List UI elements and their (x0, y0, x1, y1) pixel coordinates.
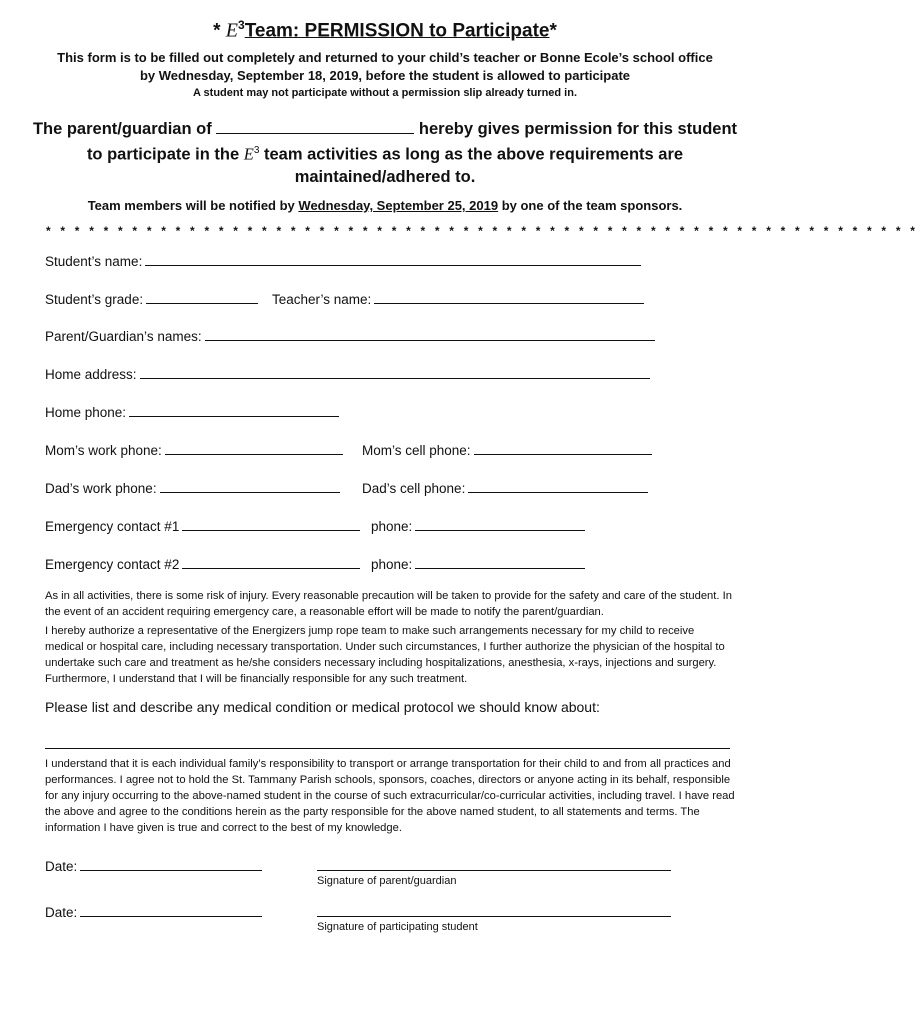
permission-statement (0, 118, 770, 188)
home-phone-row (45, 403, 339, 420)
student-name-field[interactable] (145, 252, 641, 266)
home-address-row (45, 365, 650, 382)
emergency2-phone-row (371, 555, 585, 572)
emergency1-field[interactable] (182, 517, 360, 531)
student-date-field[interactable] (80, 903, 262, 917)
authorize-paragraph: I hereby authorize a representative of the Energizers jump rope team to make such arrangements necessary for my child to receive medical or hospital care, including necessary transportation. Under such circumstances, I further authorize the physician of the hospital to undertake such care and treatment as he/she considers necessary including hospitalizations, anesthesia, x-rays, injections and surgery. Furthermore, I understand that I will be financially responsible for any such treatment. (45, 625, 725, 685)
mom-work-field[interactable] (165, 441, 343, 455)
emergency1-label: Emergency contact #1 (45, 519, 180, 534)
mom-cell-label: Mom’s cell phone: (362, 443, 471, 458)
intro-line-2: by Wednesday, September 18, 2019, before the student is allowed to participate (139, 68, 631, 83)
permission-text-2: hereby gives permission for this student (418, 120, 738, 138)
parent-names-label: Parent/Guardian’s names: (45, 329, 202, 344)
understand-paragraph: I understand that it is each individual family’s responsibility to transport or arrange transportation for their child to and from all practices and performances. I agree not to hold the St. Tammany Parish schools, sponsors, coaches, directors or anyone acting in its behalf, responsible for any injury occurring to the above-named student in the course of such extracurricular/co-curricular activities, including travel. I have read the above and agree to the conditions herein as the party responsible for the above named student, to all statements and terms. The information I have given is true and correct to the best of my knowledge. (45, 758, 735, 834)
emergency1-row (45, 517, 360, 534)
parent-names-row (45, 327, 655, 344)
teacher-name-row (272, 290, 644, 307)
medical-question: Please list and describe any medical condition or medical protocol we should know about: (45, 699, 600, 715)
permission-text-5: maintained/adhered to. (294, 167, 476, 186)
permission-text-4: team activities as long as the above requirements are (263, 145, 684, 164)
page-title (0, 18, 770, 42)
parent-signature-line[interactable] (317, 870, 671, 871)
emergency2-row (45, 555, 360, 572)
parent-date-label: Date: (45, 859, 78, 874)
intro-line-3: A student may not participate without a permission slip already turned in. (192, 87, 578, 99)
notify-after: by one of the team sponsors. (501, 198, 683, 213)
mom-cell-field[interactable] (474, 441, 652, 455)
home-address-label: Home address: (45, 367, 137, 382)
student-grade-label: Student’s grade: (45, 292, 144, 307)
parent-signature-label: Signature of parent/guardian (317, 875, 457, 887)
dad-work-label: Dad’s work phone: (45, 481, 157, 496)
student-date-label: Date: (45, 905, 78, 920)
medical-answer-line[interactable] (45, 748, 730, 749)
dad-work-field[interactable] (160, 479, 340, 493)
teacher-name-field[interactable] (374, 290, 644, 304)
title-e3: E (225, 19, 239, 42)
emergency2-label: Emergency contact #2 (45, 557, 180, 572)
permission-text-3: to participate in the (86, 145, 240, 164)
guardian-child-name-line[interactable] (216, 119, 414, 134)
dad-work-row (45, 479, 340, 496)
emergency1-phone-label: phone: (371, 519, 413, 534)
mom-work-label: Mom’s work phone: (45, 443, 162, 458)
student-grade-field[interactable] (146, 290, 258, 304)
home-phone-label: Home phone: (45, 405, 127, 420)
parent-names-field[interactable] (205, 327, 655, 341)
home-phone-field[interactable] (129, 403, 339, 417)
dad-cell-row (362, 479, 648, 496)
permission-superscript: 3 (253, 145, 260, 156)
student-grade-row (45, 290, 258, 307)
dad-cell-field[interactable] (468, 479, 648, 493)
emergency2-phone-label: phone: (371, 557, 413, 572)
title-superscript: 3 (238, 18, 245, 32)
student-signature-label: Signature of participating student (317, 921, 478, 933)
intro-line-1: This form is to be filled out completely and returned to your child’s teacher or Bonne Ecole’s school office (57, 50, 713, 65)
home-address-field[interactable] (140, 365, 650, 379)
parent-date-row (45, 857, 262, 874)
emergency2-phone-field[interactable] (415, 555, 585, 569)
parent-date-field[interactable] (80, 857, 262, 871)
teacher-name-label: Teacher’s name: (272, 292, 372, 307)
mom-cell-row (362, 441, 652, 458)
risk-paragraph: As in all activities, there is some risk of injury. Every reasonable precaution will be taken to provide for the safety and care of the student. In the event of an accident requiring emergency care, a reasonable effort will be made to notify the parent/guardian. (45, 590, 732, 618)
student-name-row (45, 252, 641, 269)
star-divider: * * * * * * * * * * * * * * * * * * * * * * * * * * * * * * * * * * * * * * * * * * * * * * * * * * * * * * * * * * * * * (46, 224, 918, 238)
student-signature-line[interactable] (317, 916, 671, 917)
title-prefix: * (213, 20, 226, 42)
student-date-row (45, 903, 262, 920)
mom-work-row (45, 441, 343, 458)
emergency2-field[interactable] (182, 555, 360, 569)
student-name-label: Student’s name: (45, 254, 143, 269)
emergency1-phone-field[interactable] (415, 517, 585, 531)
permission-text-1: The parent/guardian of (32, 120, 212, 138)
title-suffix: * (549, 20, 557, 42)
notify-date: Wednesday, September 25, 2019 (298, 198, 499, 213)
dad-cell-label: Dad’s cell phone: (362, 481, 466, 496)
permission-e3: E (243, 144, 254, 164)
title-text: Team: PERMISSION to Participate (244, 20, 550, 42)
notify-before: Team members will be notified by (87, 198, 295, 213)
notification-line (0, 198, 770, 213)
emergency1-phone-row (371, 517, 585, 534)
